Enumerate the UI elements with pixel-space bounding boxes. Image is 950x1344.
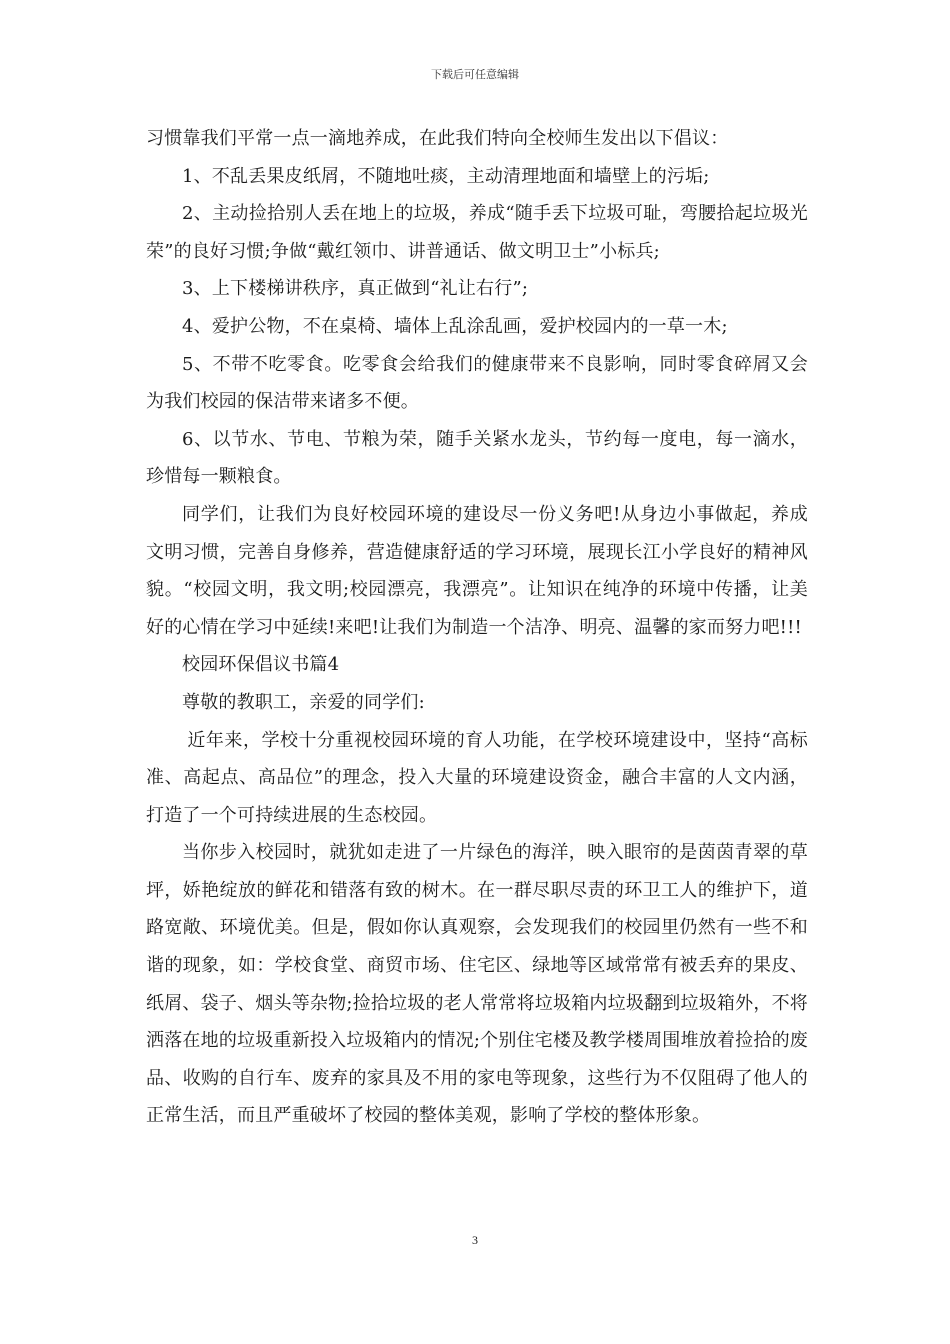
proposal-item-6: 6、以节水、节电、节粮为荣，随手关紧水龙头，节约每一度电，每一滴水，珍惜每一颗粮食。 xyxy=(146,428,808,488)
section-heading: 校园环保倡议书篇4 xyxy=(182,654,340,676)
intro-paragraph: 近年来，学校十分重视校园环境的育人功能，在学校环境建设中，坚持“高标准、高起点、高品位”的理念，投入大量的环境建设资金，融合丰富的人文内涵，打造了一个可持续进展的生态校园。 xyxy=(146,729,808,826)
proposal-item-3: 3、上下楼梯讲秩序，真正做到“礼让右行”; xyxy=(182,278,529,300)
proposal-item-4: 4、爱护公物，不在桌椅、墙体上乱涂乱画，爱护校园内的一草一木; xyxy=(182,315,728,337)
proposal-item-2: 2、主动捡拾别人丢在地上的垃圾，养成“随手丢下垃圾可耻，弯腰拾起垃圾光荣”的良好习惯;争做“戴红领巾、讲普通话、做文明卫士”小标兵; xyxy=(146,203,808,262)
salutation: 尊敬的教职工，亲爱的同学们: xyxy=(182,691,425,713)
proposal-item-5: 5、不带不吃零食。吃零食会给我们的健康带来不良影响，同时零食碎屑又会为我们校园的保洁带来诸多不便。 xyxy=(146,353,808,413)
closing-paragraph: 同学们，让我们为良好校园环境的建设尽一份义务吧!从身边小事做起，养成文明习惯，完善自身修养，营造健康舒适的学习环境，展现长江小学良好的精神风貌。“校园文明，我文明;校园漂亮，我漂亮”。让知识在纯净的环境中传播，让美好的心情在学习中延续!来吧!让我们为制造一个洁净、明亮、温馨的家而努力吧!!! xyxy=(146,503,808,638)
body-paragraph: 当你步入校园时，就犹如走进了一片绿色的海洋，映入眼帘的是茵茵青翠的草坪，娇艳绽放的鲜花和错落有致的树木。在一群尽职尽责的环卫工人的维护下，道路宽敞、环境优美。但是，假如你认真观察，会发现我们的校园里仍然有一些不和谐的现象，如：学校食堂、商贸市场、住宅区、绿地等区域常常有被丢弃的果皮、纸屑、袋子、烟头等杂物;捡拾垃圾的老人常常将垃圾箱内垃圾翻到垃圾箱外，不将洒落在地的垃圾重新投入垃圾箱内的情况;个别住宅楼及教学楼周围堆放着捡拾的废品、收购的自行车、废弃的家具及不用的家电等现象，这些行为不仅阻碍了他人的正常生活，而且严重破坏了校园的整体美观，影响了学校的整体形象。 xyxy=(146,842,808,1127)
page-number: 3 xyxy=(472,1233,478,1247)
page-header: 下载后可任意编辑 xyxy=(431,68,519,81)
document-body xyxy=(146,120,808,1135)
paragraph-continuation: 习惯靠我们平常一点一滴地养成，在此我们特向全校师生发出以下倡议： xyxy=(146,128,729,149)
proposal-item-1: 1、不乱丢果皮纸屑，不随地吐痰，主动清理地面和墙壁上的污垢; xyxy=(182,165,710,187)
